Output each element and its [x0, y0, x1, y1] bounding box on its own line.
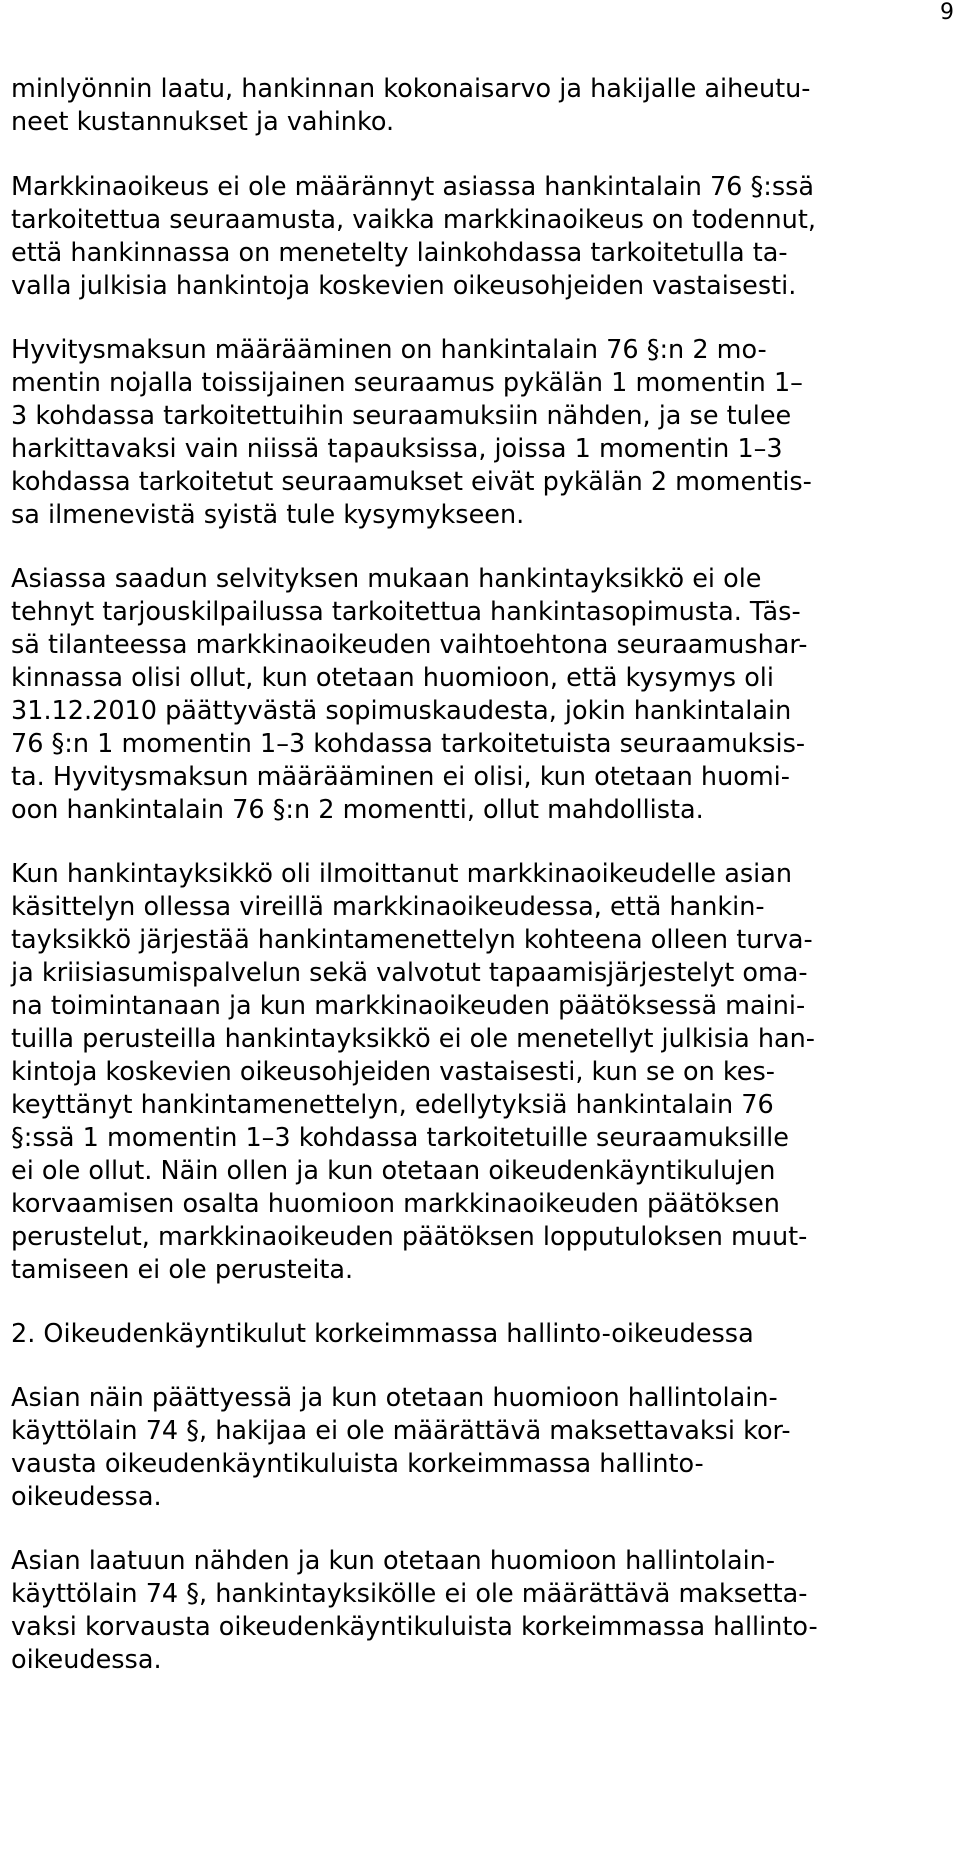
text-line: sa ilmenevistä syistä tule kysymykseen.	[11, 500, 525, 530]
paragraph-applicant-costs	[11, 1382, 951, 1514]
text-line: neet kustannukset ja vahinko.	[11, 107, 395, 137]
text-line: 76 §:n 1 momentin 1–3 kohdassa tarkoitetuista seuraamuksis-	[11, 729, 806, 759]
page-number: 9	[940, 0, 954, 25]
text-line: §:ssä 1 momentin 1–3 kohdassa tarkoitetuille seuraamuksille	[11, 1123, 789, 1153]
text-line: ta. Hyvitysmaksun määrääminen ei olisi, kun otetaan huomi-	[11, 762, 790, 792]
text-line: minlyönnin laatu, hankinnan kokonaisarvo ja hakijalle aiheutu-	[11, 74, 811, 104]
text-line: käsittelyn ollessa vireillä markkinaoikeudessa, että hankin-	[11, 892, 765, 922]
text-line: käyttölain 74 §, hakijaa ei ole määrättävä maksettavaksi kor-	[11, 1416, 791, 1446]
text-line: Asiassa saadun selvityksen mukaan hankintayksikkö ei ole	[11, 564, 762, 594]
text-line: valla julkisia hankintoja koskevien oikeusohjeiden vastaisesti.	[11, 271, 797, 301]
document-body	[11, 73, 951, 1677]
text-line: tuilla perusteilla hankintayksikkö ei ole menetellyt julkisia han-	[11, 1024, 815, 1054]
text-line: Asian laatuun nähden ja kun otetaan huomioon hallintolain-	[11, 1546, 776, 1576]
text-line: tamiseen ei ole perusteita.	[11, 1255, 354, 1285]
paragraph-1-continuation	[11, 73, 951, 139]
paragraph-procurement-unit	[11, 858, 951, 1287]
text-line: tayksikkö järjestää hankintamenettelyn kohteena olleen turva-	[11, 925, 813, 955]
text-line: sä tilanteessa markkinaoikeuden vaihtoehtona seuraamushar-	[11, 630, 808, 660]
text-line: oikeudessa.	[11, 1645, 162, 1675]
text-line: na toimintanaan ja kun markkinaoikeuden päätöksessä maini-	[11, 991, 806, 1021]
text-line: Markkinaoikeus ei ole määrännyt asiassa hankintalain 76 §:ssä	[11, 172, 815, 202]
section-heading-text: 2. Oikeudenkäyntikulut korkeimmassa hallinto-oikeudessa	[11, 1319, 754, 1349]
text-line: Hyvitysmaksun määrääminen on hankintalain 76 §:n 2 mo-	[11, 335, 767, 365]
text-line: tarkoitettua seuraamusta, vaikka markkinaoikeus on todennut,	[11, 205, 816, 235]
text-line: keyttänyt hankintamenettelyn, edellytyksiä hankintalain 76	[11, 1090, 774, 1120]
text-line: Asian näin päättyessä ja kun otetaan huomioon hallintolain-	[11, 1383, 778, 1413]
text-line: harkittavaksi vain niissä tapauksissa, joissa 1 momentin 1–3	[11, 434, 783, 464]
text-line: mentin nojalla toissijainen seuraamus pykälän 1 momentin 1–	[11, 368, 803, 398]
paragraph-evidence	[11, 563, 951, 827]
text-line: että hankinnassa on menetelty lainkohdassa tarkoitetulla ta-	[11, 238, 788, 268]
text-line: perustelut, markkinaoikeuden päätöksen lopputuloksen muut-	[11, 1222, 808, 1252]
text-line: käyttölain 74 §, hankintayksikölle ei ole määrättävä maksetta-	[11, 1579, 808, 1609]
section-heading	[11, 1318, 951, 1351]
text-line: ei ole ollut. Näin ollen ja kun otetaan oikeudenkäyntikulujen	[11, 1156, 776, 1186]
text-line: oon hankintalain 76 §:n 2 momentti, ollut mahdollista.	[11, 795, 704, 825]
paragraph-no-sanction	[11, 171, 951, 303]
text-line: korvaamisen osalta huomioon markkinaoikeuden päätöksen	[11, 1189, 780, 1219]
text-line: oikeudessa.	[11, 1482, 162, 1512]
text-line: kinnassa olisi ollut, kun otetaan huomioon, että kysymys oli	[11, 663, 774, 693]
text-line: ja kriisiasumispalvelun sekä valvotut tapaamisjärjestelyt oma-	[11, 958, 808, 988]
text-line: 31.12.2010 päättyvästä sopimuskaudesta, jokin hankintalain	[11, 696, 792, 726]
text-line: kohdassa tarkoitetut seuraamukset eivät pykälän 2 momentis-	[11, 467, 812, 497]
text-line: kintoja koskevien oikeusohjeiden vastaisesti, kun se on kes-	[11, 1057, 775, 1087]
text-line: 3 kohdassa tarkoitettuihin seuraamuksiin nähden, ja se tulee	[11, 401, 792, 431]
paragraph-unit-costs	[11, 1545, 951, 1677]
text-line: vausta oikeudenkäyntikuluista korkeimmassa hallinto-	[11, 1449, 704, 1479]
text-line: vaksi korvausta oikeudenkäyntikuluista korkeimmassa hallinto-	[11, 1612, 818, 1642]
text-line: Kun hankintayksikkö oli ilmoittanut markkinaoikeudelle asian	[11, 859, 793, 889]
text-line: tehnyt tarjouskilpailussa tarkoitettua hankintasopimusta. Täs-	[11, 597, 801, 627]
paragraph-compensation-fee	[11, 334, 951, 532]
